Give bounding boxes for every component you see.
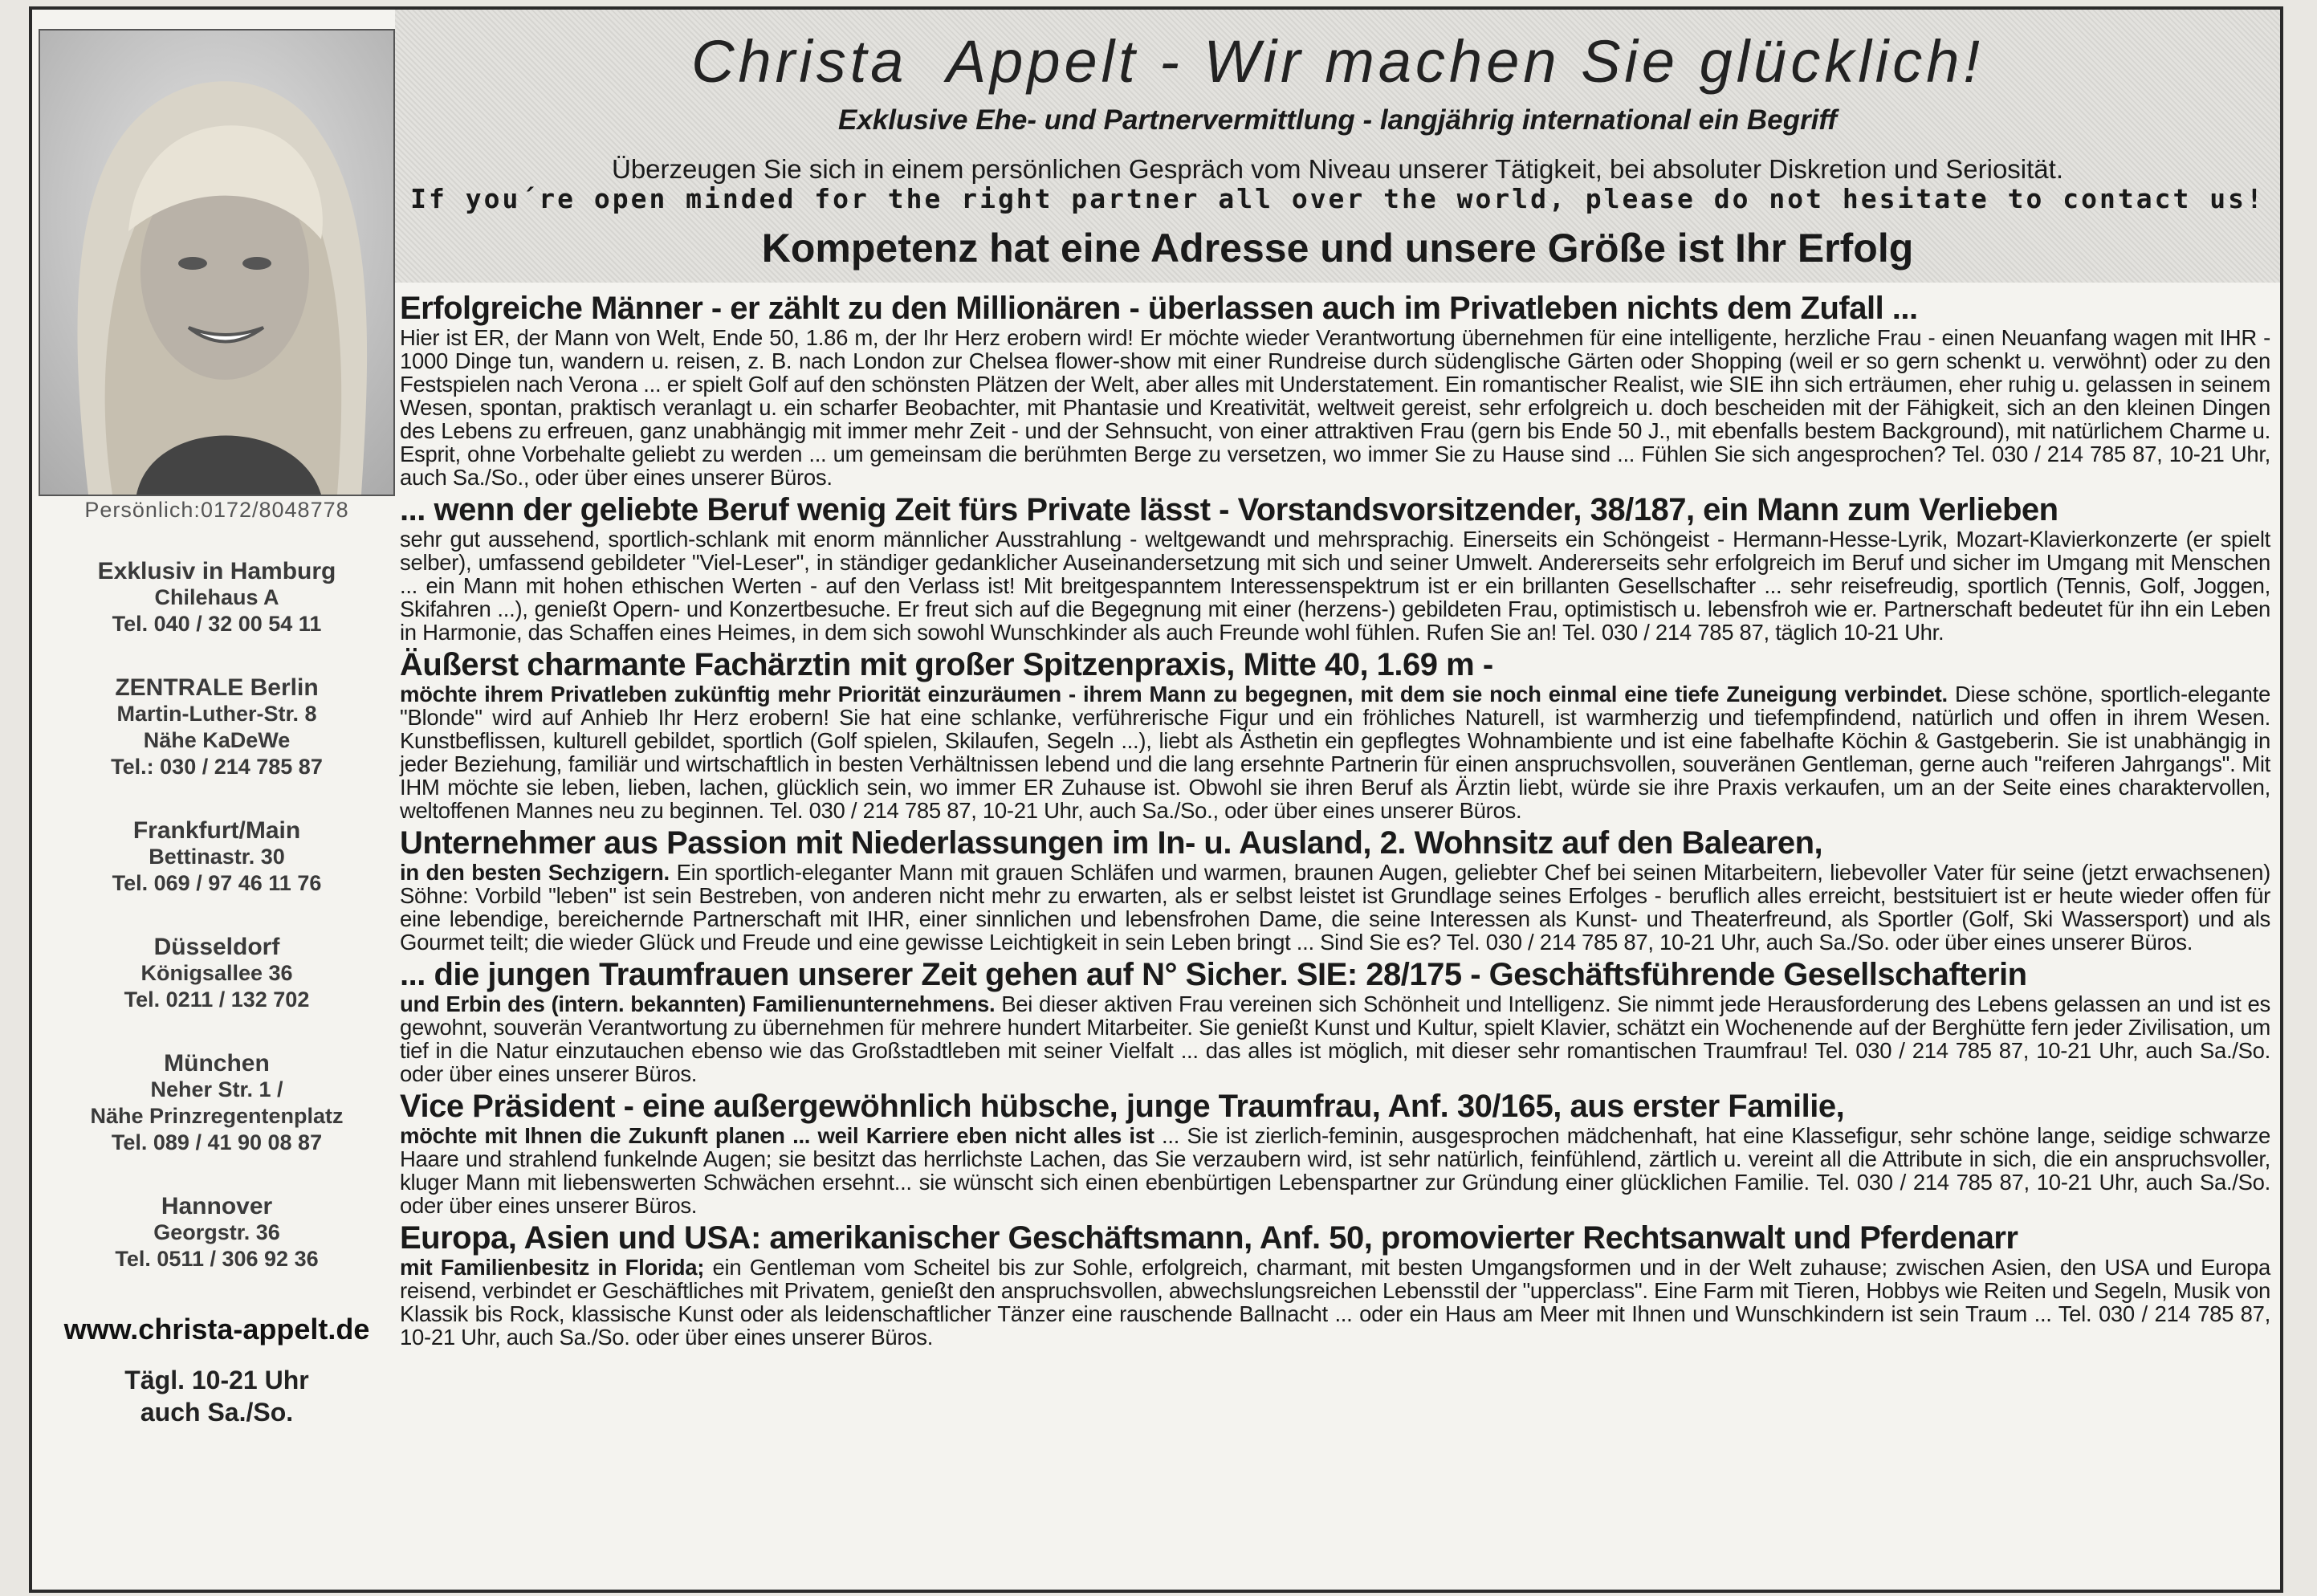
ad-lead: mit Familienbesitz in Florida; (400, 1255, 705, 1280)
ad-body: Ein sportlich-eleganter Mann mit grauen Schläfen und warmen, braunen Augen, geliebter Chef bei seinen Mitarbeitern, liebevoller Vater für seine (jetzt erwachsenen) Söhne: Vorbild "leben" ist sein Bestreben, von anderen nicht mehr zu erwarten, als er selbst leistet ist Grundlage seines Erfolges - beruflich alles erreicht, bestsituiert ist er heute wieder offen für eine lebendige, bereichernde Partnerschaft mit IHR, einer sinnlichen und lebensfrohen Dame, die seine Interessen als Kunst- und Theaterfreund, als Sportler (Golf, Ski Wassersport) und als Gourmet teilt; die wieder Glück und Freude und eine gewisse Leichtigkeit in sein Leben bringt ... Sind Sie es? Tel. 030 / 214 785 87, 10-21 Uhr, auch Sa./So. oder über eines unserer Büros. (400, 860, 2270, 955)
ad-headline: ... die jungen Traumfrauen unserer Zeit gehen auf N° Sicher. SIE: 28/175 - Geschäftsführende Gesellschafterin (400, 957, 2027, 992)
hours-weekend: auch Sa./So. (140, 1398, 294, 1427)
office-city: München (164, 1050, 270, 1077)
office-city: Hannover (161, 1193, 273, 1219)
office-phone: Tel. 0511 / 306 92 36 (115, 1247, 319, 1271)
ad-body: Hier ist ER, der Mann von Welt, Ende 50, 1.86 m, der Ihr Herz erobern wird! Er möchte wieder Verantwortung übernehmen für eine intelligente, herzliche Frau - einen Neuanfang wagen mit IHR - 1000 Dinge tun, wandern u. reisen, z. B. nach London zur Chelsea flower-show mit einer Rundreise durch südenglische Gärten oder Shopping (weil er so gern schenkt u. verwöhnt) oder zu den Festspielen nach Verona ... er spielt Golf auf den schönsten Plätzen der Welt, aber alles mit Understatement. Ein romantischer Realist, wie SIE ihn sich erträumen, eher ruhig u. gelassen in seinem Wesen, spontan, praktisch veranlagt u. ein scharfer Beobachter, mit Phantasie und Kreativität, weltweit gereist, sehr erfolgreich u. doch bescheiden mit der Fähigkeit, sich an den kleinen Dingen des Lebens zu erfreuen, ganz unabhängig mit immer mehr Zeit - und der Sehnsucht, von einer attraktiven Frau (gern bis Ende 50 J., mit ebenfalls bestem Background), mit natürlichem Charme u. Esprit, ohne Vorbehalte geliebt zu werden ... um gemeinsam die berühmten Berge zu versetzen, wo immer Sie zu Hause sind ... Fühlen Sie sich angesprochen? Tel. 030 / 214 785 87, 10-21 Uhr, auch Sa./So., oder über eines unserer Büros. (400, 325, 2270, 490)
office-muenchen (32, 1050, 401, 1156)
personal-phone: Persönlich:0172/8048778 (84, 498, 349, 522)
slogan: Kompetenz hat eine Adresse und unsere Größe ist Ihr Erfolg (761, 226, 1914, 271)
office-phone: Tel.: 030 / 214 785 87 (111, 755, 323, 779)
ad-headline: Unternehmer aus Passion mit Niederlassungen im In- u. Ausland, 2. Wohnsitz auf den Balearen, (400, 825, 1823, 861)
ad-title: Christa Appelt - Wir machen Sie glücklich! (691, 28, 1984, 95)
ad-headline: ... wenn der geliebte Beruf wenig Zeit fürs Private lässt - Vorstandsvorsitzender, 38/187, ein Mann zum Verlieben (400, 492, 2058, 527)
intro-english: If you´re open minded for the right partner all over the world, please do not hesitate to contact us! (410, 183, 2265, 214)
ad-header (395, 10, 2280, 283)
ad-body: Diese schöne, sportlich-elegante "Blonde" wird auf Anhieb Ihr Herz erobern! Sie hat eine schlanke, verführerische Figur und ein fröhliches Naturell, ist warmherzig und tiefempfindend, natürlich und offen in ihrem Wesen. Kunstbeflissen, kulturell gebildet, sportlich (Golf spielen, Skilaufen, Segeln ...), liebt als Ästhetin ein gepflegtes Wohnambiente und ist eine fabelhafte Köchin & Gastgeberin. Sie ist unabhängig in jeder Beziehung, familiär und wirtschaftlich in besten Verhältnissen lebend und die lang ersehnte Partnerin für einen anspruchsvollen, souveränen Gentleman, gerne auch "reiferen Jahrgangs". Mit IHM möchte sie leben, lieben, lachen, glücklich sein, wo immer ER Zuhause ist. Obwohl sie ihren Beruf als Ärztin liebt, würde sie ihre Praxis verkaufen, um an der Seite eines charaktervollen, weltoffenen Mannes neu zu beginnen. Tel. 030 / 214 785 87, 10-21 Uhr, auch Sa./So., oder über eines unserer Büros. (400, 682, 2270, 823)
website-link[interactable]: www.christa-appelt.de (63, 1313, 370, 1346)
office-city: ZENTRALE Berlin (115, 674, 319, 701)
office-extra: Nähe Prinzregentenplatz (90, 1104, 344, 1128)
ad-body: sehr gut aussehend, sportlich-schlank mit enorm männlicher Ausstrahlung - weltgewandt und mehrsprachig. Einerseits ein Schöngeist - Hermann-Hesse-Lyrik, Mozart-Klavierkonzerte (er spielt selber), umfassend gebildeter "Viel-Leser", in ständiger gedanklicher Auseinandersetzung mit sich und seiner Umwelt. Andererseits sehr erfolgreich im Beruf und sicher im Umgang mit Menschen ... ein Mann mit hohen ethischen Werten - auf den Verlass ist! Mit breitgespanntem Interessenspektrum ist er ein brillanten Gesellschafter ... sehr reisefreudig, sportlich (Tennis, Golf, Joggen, Skifahren ...), genießt Opern- und Konzertbesuche. Er freut sich auf die Begegnung mit einer (herzens-) gebildeten Frau, optimistisch u. lebensfroh wie er. Partnerschaft bedeutet für ihn ein Leben in Harmonie, das Schaffen eines Heimes, in dem sich sowohl Wunschkinder als auch Freunde wohl fühlen. Rufen Sie an! Tel. 030 / 214 785 87, täglich 10-21 Uhr. (400, 527, 2270, 645)
office-city: Exklusiv in Hamburg (97, 558, 336, 584)
portrait-image (40, 31, 393, 495)
ad-item (400, 1089, 2270, 1217)
ad-item (400, 1220, 2270, 1349)
office-hamburg (32, 558, 401, 637)
office-city: Frankfurt/Main (132, 817, 301, 844)
hours-daily: Tägl. 10-21 Uhr (124, 1366, 309, 1394)
ad-body: Bei dieser aktiven Frau vereinen sich Schönheit und Intelligenz. Sie nimmt jede Herausforderung des Lebens gelassen an und ist es gewohnt, souverän Verantwortung zu übernehmen für mehrere hundert Mitarbeiter. Sie genießt Kunst und Kultur, spielt Klavier, schätzt ein Wochenende auf der Berghütte fern jeder Zivilisation, um tief in die Natur einzutauchen ebenso wie das Großstadtleben mit seiner Vielfalt ... das alles ist möglich, mit dieser sehr romantischen Traumfrau! Tel. 030 / 214 785 87, 10-21 Uhr, auch Sa./So. oder über eines unserer Büros. (400, 991, 2270, 1086)
opening-hours (32, 1364, 401, 1428)
ad-item (400, 291, 2270, 489)
portrait-photo (39, 29, 395, 496)
ad-body: ein Gentleman vom Scheitel bis zur Sohle, erfolgreich, charmant, mit besten Umgangsformen und in der Welt zuhause; zwischen Asien, den USA und Europa reisend, verbindet er Geschäftliches mit Privatem, genießt den anspruchsvollen, abwechslungsreichen Lebensstil der "upperclass". Eine Farm mit Tieren, Hobbys wie Reiten und Segeln, Musik von Klassik bis Rock, klassische Kunst oder als leidenschaftlicher Tänzer eine rauschende Ballnacht ... oder ein Haus am Meer mit Ihnen und Wunschkindern ist sein Traum ... Tel. 030 / 214 785 87, 10-21 Uhr, auch Sa./So. oder über eines unserer Büros. (400, 1255, 2271, 1350)
ad-lead: in den besten Sechzigern. (400, 860, 670, 885)
ad-item (400, 957, 2270, 1085)
office-berlin (32, 674, 401, 780)
office-phone: Tel. 040 / 32 00 54 11 (112, 612, 322, 636)
ad-headline: Vice Präsident - eine außergewöhnlich hübsche, junge Traumfrau, Anf. 30/165, aus erster Familie, (400, 1089, 1845, 1124)
ad-lead: und Erbin des (intern. bekannten) Familienunternehmens. (400, 991, 996, 1016)
office-address: Neher Str. 1 / (150, 1077, 283, 1101)
office-address: Georgstr. 36 (153, 1220, 280, 1244)
office-address: Chilehaus A (154, 585, 279, 609)
office-address: Königsallee 36 (140, 961, 293, 985)
personal-ads (400, 291, 2270, 1352)
ad-item (400, 492, 2270, 644)
office-phone: Tel. 0211 / 132 702 (124, 987, 310, 1012)
office-address: Martin-Luther-Str. 8 (116, 702, 317, 726)
office-city: Düsseldorf (153, 934, 280, 960)
office-address: Bettinastr. 30 (149, 845, 285, 869)
ad-body: ... Sie ist zierlich-feminin, ausgesprochen mädchenhaft, hat eine Klassefigur, sehr schöne lange, seidige schwarze Haare und strahlend funkelnde Augen; sie besitzt das herrlichste Lachen, das Sie verzaubern wird, ist sehr natürlich, feinfühlend, zärtlich u. vereint all die Attribute in sich, die ein anspruchsvoller, kluger Mann mit liebenswerten Schwächen ersehnt... sie wünscht sich einen ebenbürtigen Lebenspartner zur Gründung einer glücklichen Familie. Tel. 030 / 214 785 87, 10-21 Uhr, auch Sa./So. oder über eines unserer Büros. (400, 1123, 2270, 1218)
ad-headline: Europa, Asien und USA: amerikanischer Geschäftsmann, Anf. 50, promovierter Rechtsanwalt und Pferdenarr (400, 1220, 2018, 1256)
ad-subtitle: Exklusive Ehe- und Partnervermittlung - langjährig international ein Begriff (837, 104, 1838, 136)
office-phone: Tel. 069 / 97 46 11 76 (112, 871, 322, 895)
ad-item (400, 825, 2270, 954)
office-phone: Tel. 089 / 41 90 08 87 (111, 1130, 323, 1154)
ad-item (400, 647, 2270, 822)
office-hannover (32, 1193, 401, 1272)
office-duesseldorf (32, 934, 401, 1013)
ad-headline: Äußerst charmante Fachärztin mit großer Spitzenpraxis, Mitte 40, 1.69 m - (400, 647, 1493, 682)
intro-german: Überzeugen Sie sich in einem persönlichen Gespräch vom Niveau unserer Tätigkeit, bei absoluter Diskretion und Seriosität. (612, 154, 2063, 184)
ad-lead: möchte mit Ihnen die Zukunft planen ... weil Karriere eben nicht alles ist (400, 1123, 1154, 1148)
office-sidebar (32, 498, 401, 1428)
ad-lead: möchte ihrem Privatleben zukünftig mehr Priorität einzuräumen - ihrem Mann zu begegnen, mit dem sie noch einmal eine tiefe Zuneigung verbindet. (400, 682, 1948, 706)
newspaper-ad (29, 6, 2283, 1593)
ad-headline: Erfolgreiche Männer - er zählt zu den Millionären - überlassen auch im Privatleben nichts dem Zufall ... (400, 291, 1918, 326)
office-extra: Nähe KaDeWe (143, 728, 291, 752)
office-frankfurt (32, 817, 401, 897)
